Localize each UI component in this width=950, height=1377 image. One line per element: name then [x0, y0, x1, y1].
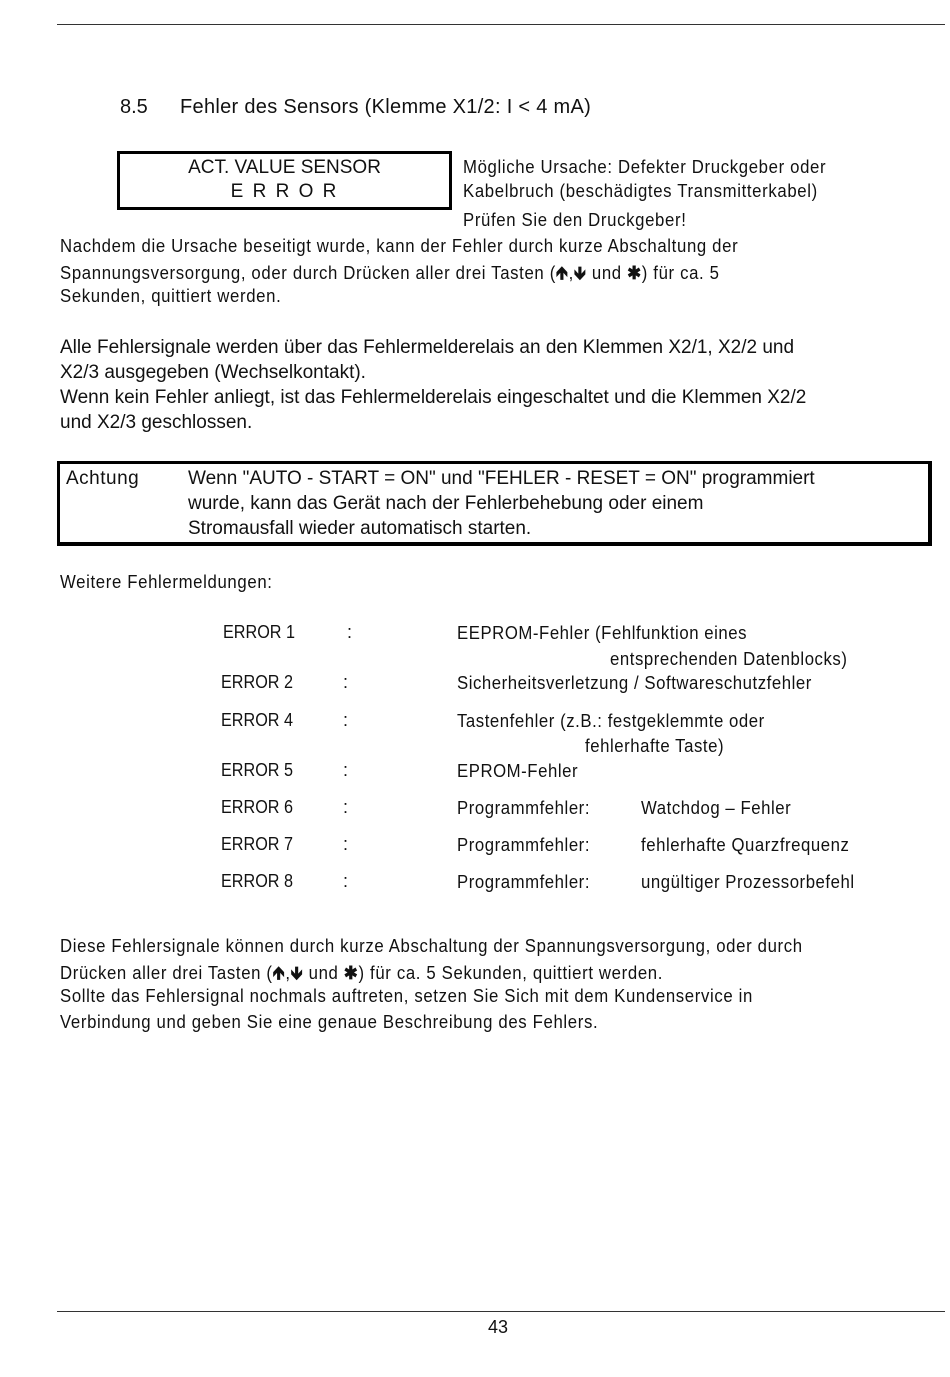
error-detail: ungültiger Prozessorbefehl — [641, 872, 855, 892]
final-line-2-a: Drücken aller drei Tasten ( — [60, 963, 273, 983]
error-separator: : — [343, 672, 349, 692]
warning-line-2: wurde, kann das Gerät nach der Fehlerbehebung oder einem — [188, 493, 704, 514]
more-errors-heading: Weitere Fehlermeldungen: — [60, 572, 273, 592]
page-number: 43 — [488, 1317, 509, 1337]
reset-line-2: Spannungsversorgung, oder durch Drücken aller drei Tasten (🡹,🡻 und ✱) für ca. 5 — [60, 263, 720, 283]
display-box — [117, 151, 452, 210]
error-code: ERROR 2 — [221, 672, 294, 692]
relay-line-2: X2/3 ausgegeben (Wechselkontakt). — [60, 362, 366, 383]
display-line-1: ACT. VALUE SENSOR — [188, 157, 381, 178]
error-code: ERROR 1 — [223, 622, 296, 642]
error-separator: : — [343, 797, 349, 817]
error-description-continued: entsprechenden Datenblocks) — [610, 649, 848, 669]
error-description: Tastenfehler (z.B.: festgeklemmte oder — [457, 711, 765, 731]
cause-line-2: Kabelbruch (beschädigtes Transmitterkabel) — [463, 181, 818, 201]
reset-line-2-b: und — [586, 263, 628, 283]
error-code: ERROR 5 — [221, 760, 294, 780]
asterisk-icon: ✱ — [627, 263, 642, 283]
error-description: Programmfehler: — [457, 798, 591, 818]
arrow-up-icon: 🡹 — [272, 963, 286, 983]
error-description-continued: fehlerhafte Taste) — [585, 736, 725, 756]
final-line-2-b: und — [303, 963, 344, 983]
arrow-up-icon: 🡹 — [555, 263, 569, 283]
error-code: ERROR 6 — [221, 797, 294, 817]
error-code: ERROR 7 — [221, 834, 294, 854]
error-separator: : — [343, 871, 349, 891]
error-description: Programmfehler: — [457, 835, 591, 855]
relay-line-1: Alle Fehlersignale werden über das Fehlermelderelais an den Klemmen X2/1, X2/2 und — [60, 337, 795, 358]
warning-label: Achtung — [66, 468, 140, 489]
display-line-2: E R R O R — [230, 181, 339, 202]
error-detail: Watchdog – Fehler — [641, 798, 792, 818]
reset-line-3: Sekunden, quittiert werden. — [60, 286, 282, 306]
error-description: EEPROM-Fehler (Fehlfunktion eines — [457, 623, 748, 643]
error-separator: : — [343, 834, 349, 854]
relay-paragraph — [60, 335, 806, 435]
section-number: 8.5 — [120, 96, 148, 118]
error-separator: : — [347, 622, 353, 642]
arrow-down-icon: 🡻 — [290, 963, 304, 983]
error-separator: : — [343, 710, 349, 730]
relay-line-3: Wenn kein Fehler anliegt, ist das Fehlermelderelais eingeschaltet und die Klemmen X2/2 — [60, 387, 807, 408]
section-title: Fehler des Sensors (Klemme X1/2: I < 4 mA) — [180, 96, 592, 118]
final-line-1: Diese Fehlersignale können durch kurze Abschaltung der Spannungsversorgung, oder durch — [60, 936, 803, 956]
error-code: ERROR 4 — [221, 710, 294, 730]
reset-line-1: Nachdem die Ursache beseitigt wurde, kann der Fehler durch kurze Abschaltung der — [60, 236, 739, 256]
warning-line-3: Stromausfall wieder automatisch starten. — [188, 518, 532, 539]
error-description: Programmfehler: — [457, 872, 591, 892]
error-description: EPROM-Fehler — [457, 761, 579, 781]
error-detail: fehlerhafte Quarzfrequenz — [641, 835, 850, 855]
relay-line-4: und X2/3 geschlossen. — [60, 412, 253, 433]
warning-line-1: Wenn "AUTO - START = ON" und "FEHLER - RESET = ON" programmiert — [188, 468, 815, 489]
final-line-4: Verbindung und geben Sie eine genaue Beschreibung des Fehlers. — [60, 1012, 599, 1032]
reset-line-2-c: ) für ca. 5 — [641, 263, 720, 283]
error-code: ERROR 8 — [221, 871, 294, 891]
cause-line-1: Mögliche Ursache: Defekter Druckgeber oder — [463, 157, 827, 177]
error-description: Sicherheitsverletzung / Softwareschutzfehler — [457, 673, 812, 693]
bottom-rule — [57, 1311, 945, 1312]
warning-box — [57, 461, 932, 546]
error-separator: : — [343, 760, 349, 780]
final-line-2: Drücken aller drei Tasten (🡹,🡻 und ✱) für ca. 5 Sekunden, quittiert werden. — [60, 963, 664, 983]
reset-line-2-a: Spannungsversorgung, oder durch Drücken aller drei Tasten ( — [60, 263, 556, 283]
final-line-3: Sollte das Fehlersignal nochmals auftreten, setzen Sie Sich mit dem Kundenservice in — [60, 986, 753, 1006]
final-line-2-c: ) für ca. 5 Sekunden, quittiert werden. — [358, 963, 664, 983]
top-rule — [57, 24, 945, 25]
cause-line-3: Prüfen Sie den Druckgeber! — [463, 210, 687, 230]
asterisk-icon: ✱ — [343, 963, 359, 983]
arrow-down-icon: 🡻 — [573, 263, 587, 283]
